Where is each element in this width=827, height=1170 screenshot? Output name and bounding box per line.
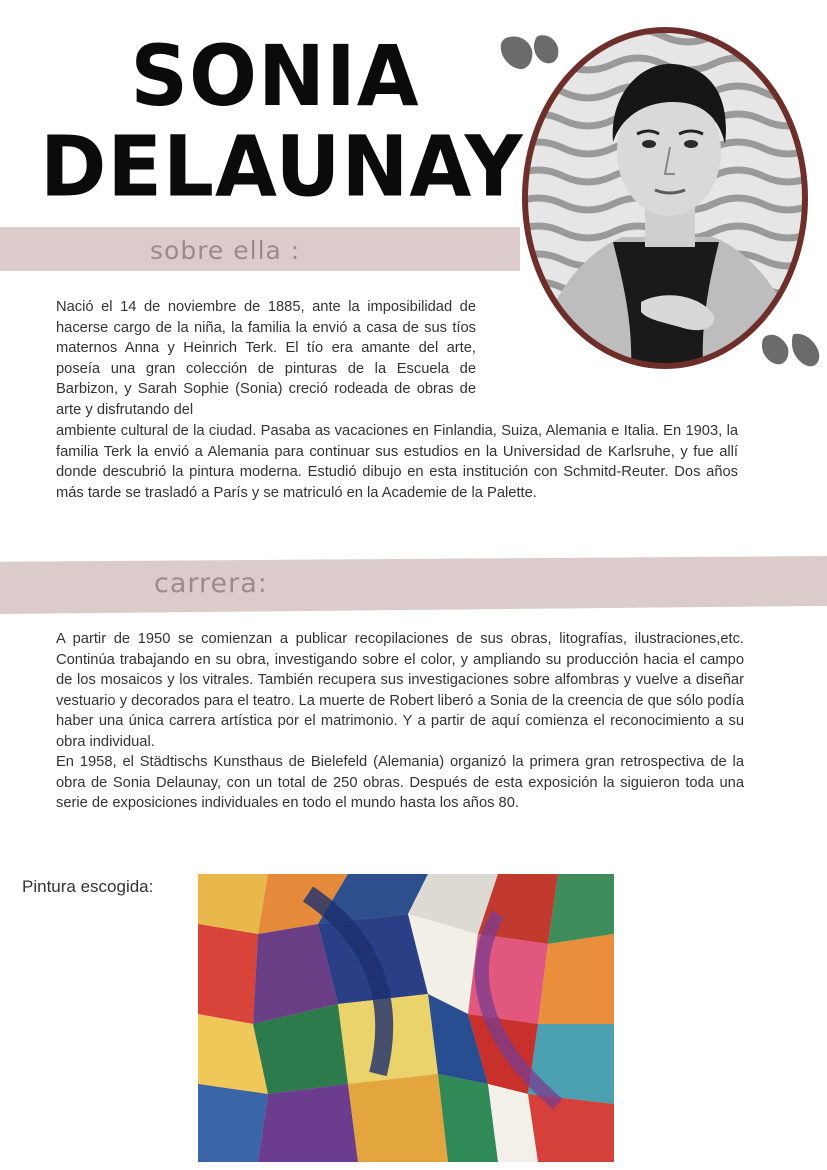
- about-heading: sobre ella :: [150, 236, 301, 265]
- about-paragraph-top: Nació el 14 de noviembre de 1885, ante la imposibilidad de hacerse cargo de la niña, la familia la envió a casa de sus tíos maternos Anna y Heinrich Terk. El tío era amante del arte, poseía una gran colección de pinturas de la Escuela de Barbizon, y Sarah Sophie (Sonia) creció rodeada de obras de arte y disfrutando del: [56, 299, 476, 418]
- career-heading: carrera:: [154, 568, 268, 599]
- career-text: [56, 629, 744, 814]
- career-paragraph-2: En 1958, el Städtischs Kunsthaus de Bielefeld (Alemania) organizó la primera gran retrospectiva de la obra de Sonia Delaunay, con un total de 250 obras. Después de esta exposición la siguieron toda una serie de exposiciones individuales en todo el mundo hasta los años 80.: [56, 754, 744, 811]
- page-title: [40, 27, 524, 216]
- career-band: [0, 556, 827, 614]
- about-paragraph-rest: ambiente cultural de la ciudad. Pasaba as vacaciones en Finlandia, Suiza, Alemania e Italia. En 1903, la familia Terk la envió a Alemania para continuar sus estudios en la Universidad de Karlsruhe, y fue allí donde descubrió la pintura moderna. Estudió dibujo en esta institución con Schmitd-Reuter. Dos años más tarde se trasladó a París y se matriculó en la Academie de la Palette.: [56, 423, 738, 501]
- painting-image: [198, 874, 614, 1162]
- title-line-1: SONIA: [130, 27, 420, 126]
- career-paragraph-1: A partir de 1950 se comienzan a publicar recopilaciones de sus obras, litografías, ilustraciones,etc. Continúa trabajando en su obra, investigando sobre el color, y ampliando su producción hacia el campo de los mosaicos y los vitrales. También recupera sus investigaciones sobre alfombras y vuelve a diseñar vestuario y decorados para el teatro. La muerte de Robert liberó a Sonia de la creencia de que sólo podía haber una única carrera artística por el matrimonio. Y a partir de aquí comienza el reconocimiento a su obra individual.: [56, 631, 744, 750]
- title-line-2: DELAUNAY: [40, 117, 524, 216]
- painting-caption: Pintura escogida:: [22, 877, 154, 896]
- portrait-image: [513, 22, 813, 370]
